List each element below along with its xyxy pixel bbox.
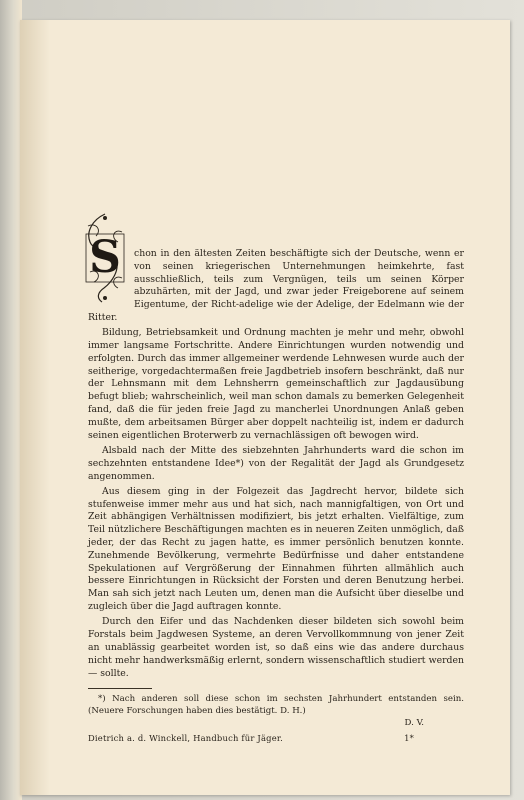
paragraph-5: Durch den Eifer und das Nachdenken dieser bildeten sich sowohl beim Forstals beim Jagdwesen Systeme, an deren Vervollkommnung von jener Zeit an unablässig gearbeitet worden ist, so daß eins wie das andere durchaus nicht mehr handwerksmäßig erlernt, sondern wissenschaftlich studiert werden — sollte. xyxy=(88,616,464,679)
paragraph-2: Bildung, Betriebsamkeit und Ordnung machten je mehr und mehr, obwohl immer langsame Fortschritte. Andere Einrichtungen wurden notwendig und erfolgten. Durch das immer allgemeiner werdende Lehnwesen wurde auch der seitherige, vorgedachtermaßen freie Jagdbetrieb insofern beschränkt, daß nur der Lehnsmann mit dem Lehnsherrn gemeinschaftlich zur Jagdausübung befugt blieb; wahrscheinlich, weil man schon damals zu bemerken Gelegenheit fand, daß die für jeden freie Jagd zu mancherlei Unordnungen Anlaß geben mußte, dem arbeitsamen Bürger aber doppelt nachteilig ist, indem er dadurch seinen eigentlichen Broterwerb zu vernachlässigen oft bewogen wird. xyxy=(88,327,464,441)
book-page xyxy=(20,20,510,795)
page-footer xyxy=(88,732,464,745)
paragraph-1: chon in den ältesten Zeiten beschäftigte sich der Deutsche, wenn er von seinen kriegerischen Unternehmungen heimkehrte, fast ausschließlich, teils zum Vergnügen, teils um seinen Körper abzuhärten, mit der Jagd, und zwar jeder Freigeborene auf seinem Eigentume, der Richt-adelige wie der Adelige, der Edelmann wie der Ritter. xyxy=(88,248,464,323)
footer-signature-mark: 1* xyxy=(404,733,414,744)
footnote-divider xyxy=(88,688,152,689)
footnote-text: *) Nach anderen soll diese schon im sechsten Jahrhundert entstanden sein. (Neuere Forschungen haben dies bestätigt. D. H.) xyxy=(88,694,464,717)
paragraph-3: Alsbald nach der Mitte des siebzehnten Jahrhunderts ward die schon im sechzehnten entstandene Idee*) von der Regalität der Jagd als Grundgesetz angenommen. xyxy=(88,444,464,482)
body-text xyxy=(88,232,464,745)
book-spine-edge xyxy=(0,0,22,800)
footer-book-title: Dietrich a. d. Winckell, Handbuch für Jäger. xyxy=(88,733,284,744)
initial-letter: S xyxy=(89,232,121,283)
ornamental-initial xyxy=(82,212,128,304)
footnote-signature: D. V. xyxy=(404,718,424,729)
paragraph-4: Aus diesem ging in der Folgezeit das Jagdrecht hervor, bildete sich stufenweise immer mehr aus und hat sich, nach mannigfaltigen, von Ort und Zeit abhängigen Verhältnissen modifiziert, bis jetzt erhalten. Vielfältige, zum Teil nützlichere Beschäftigungen machten es in neueren Zeiten unmöglich, daß jeder, der das Recht zu jagen hatte, es immer persönlich benutzen konnte. Zunehmende Bevölkerung, vermehrte Bedürfnisse und daher entstandene Spekulationen auf Vergrößerung der Einnahmen führten allmählich auch bessere Einrichtungen in Rücksicht der Forsten und deren Benutzung herbei. Man sah sich jetzt nach Leuten um, denen man die Aufsicht über dieselbe und zugleich über die Jagd auftragen konnte. xyxy=(88,485,464,613)
